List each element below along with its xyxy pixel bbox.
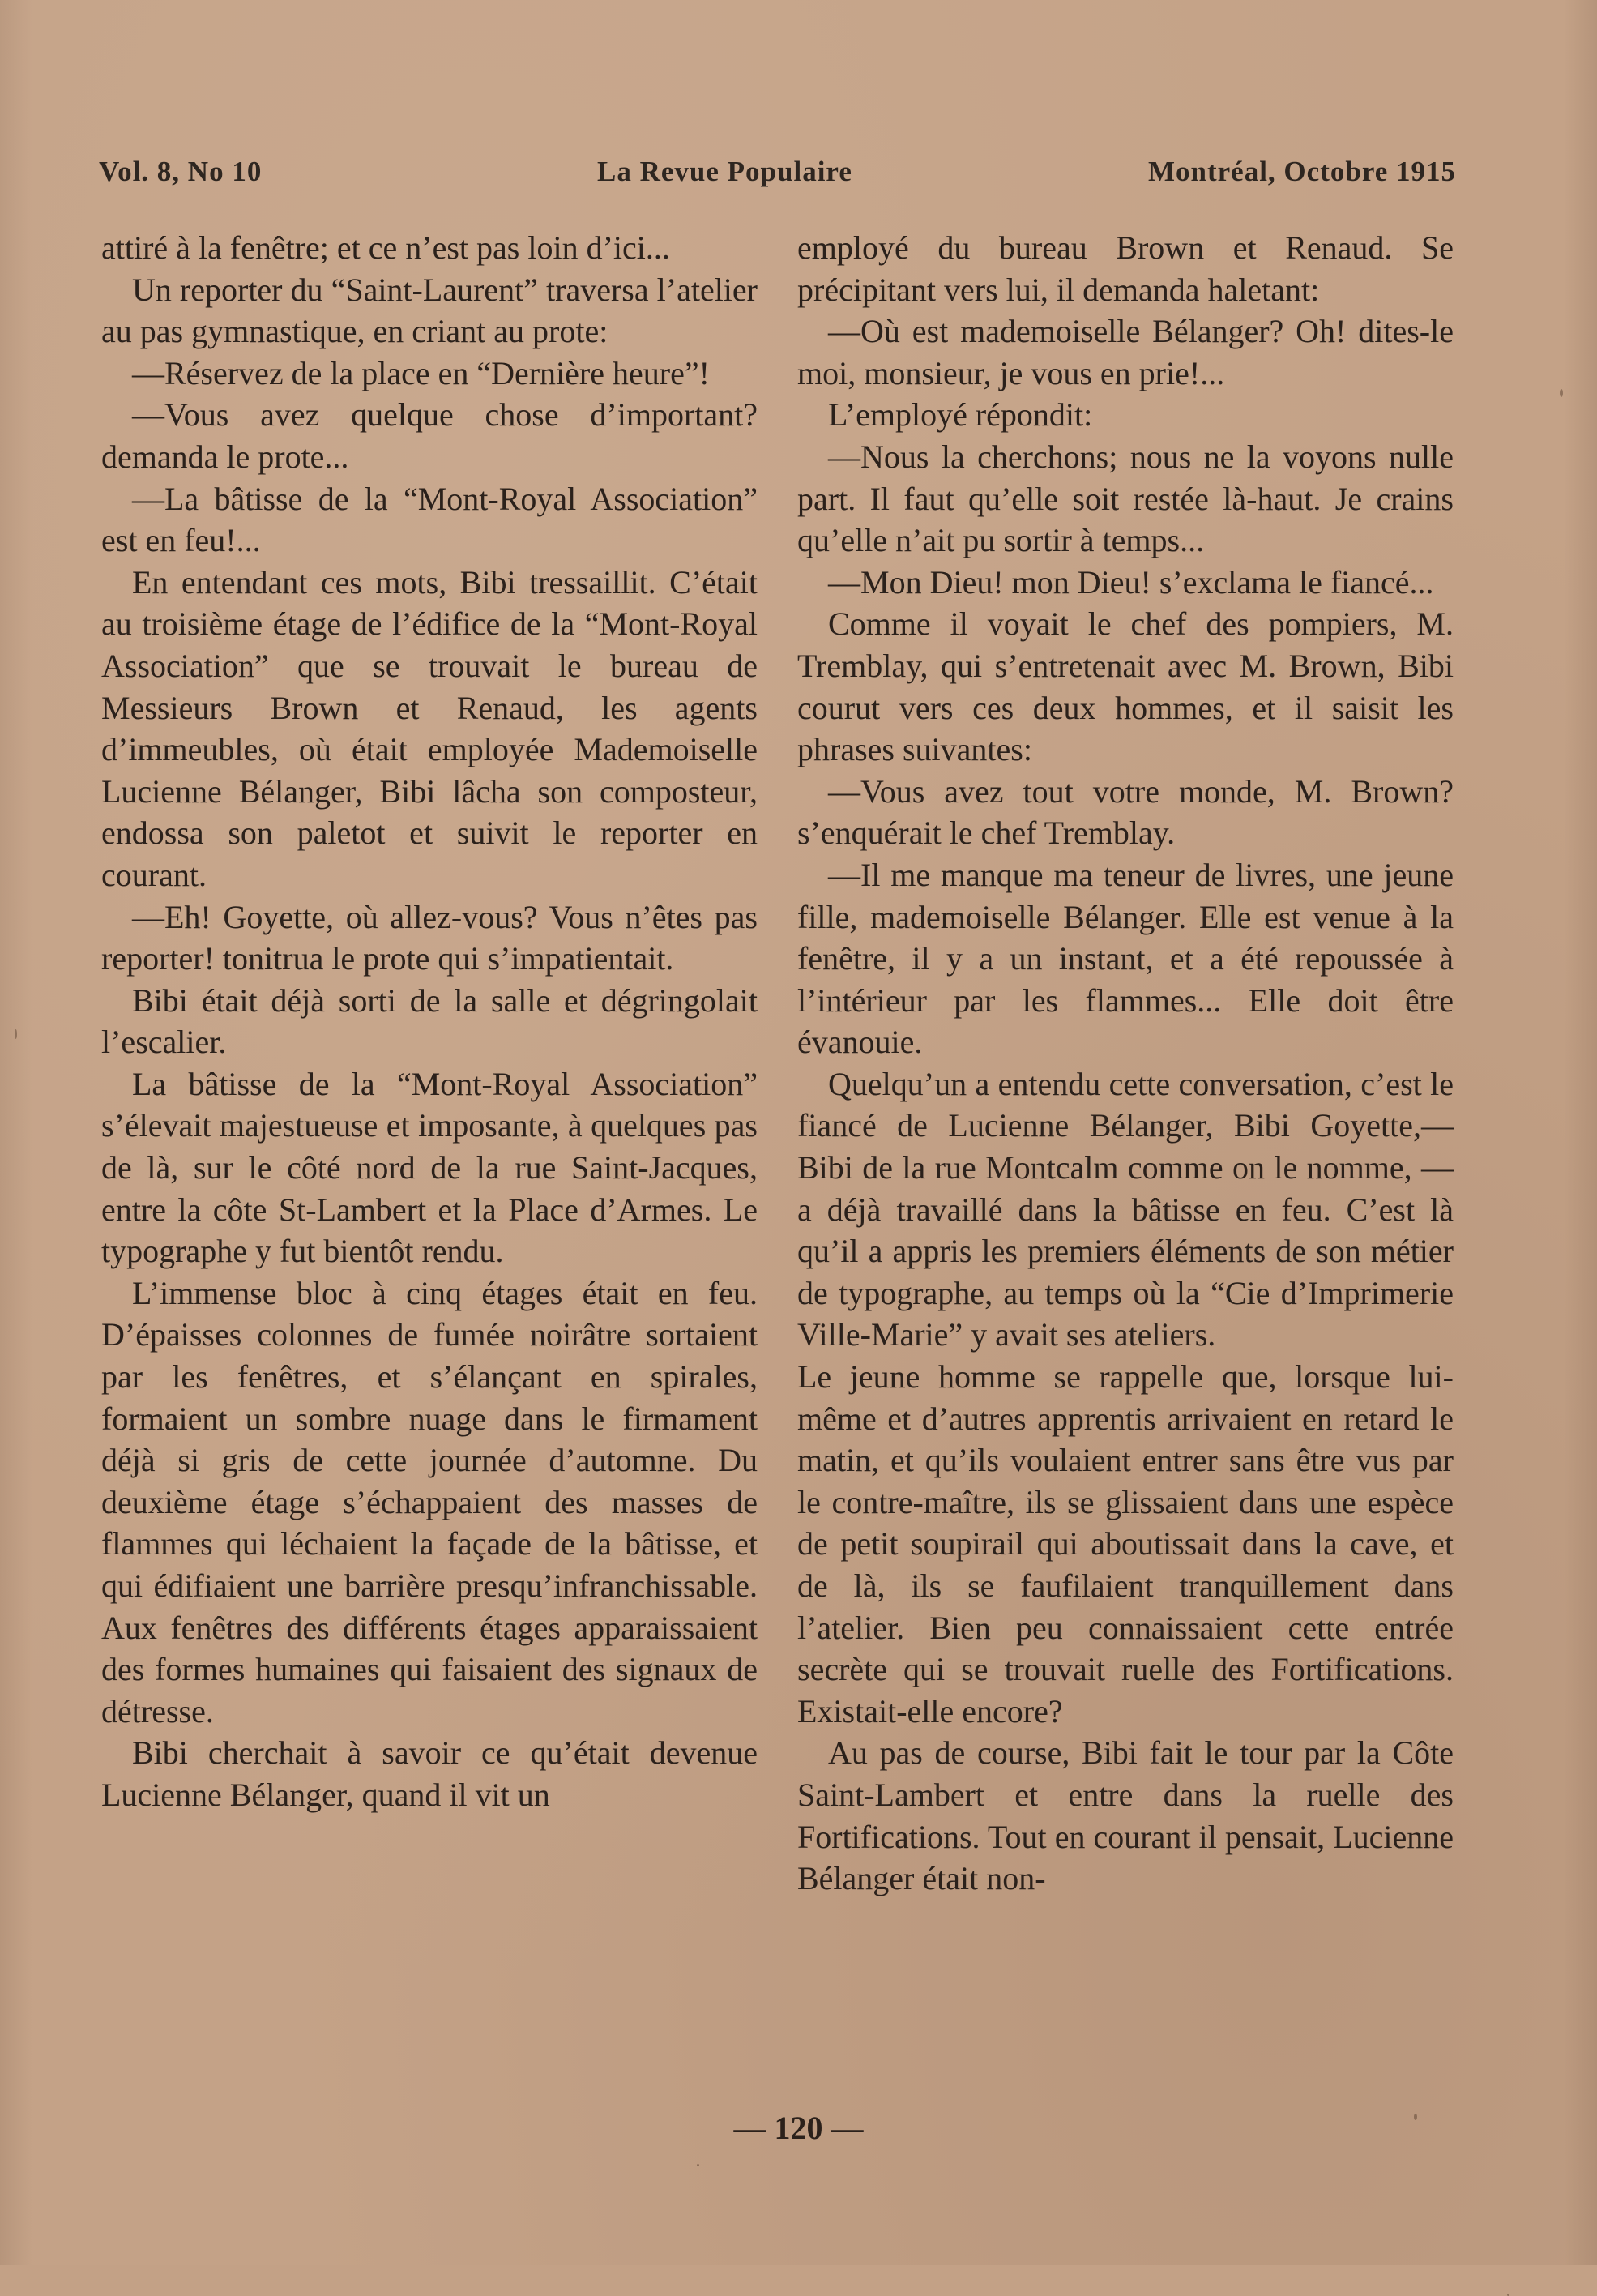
paragraph: Comme il voyait le chef des pompiers, M. Tremblay, qui s’entretenait avec M. Brown, Bibi courut vers ces deux hommes, et il saisit les phrases suivantes: <box>797 605 1454 768</box>
paragraph: Bibi était déjà sorti de la salle et dégringolait l’escalier. <box>101 981 758 1061</box>
paragraph: —Réservez de la place en “Dernière heure”! <box>132 354 710 391</box>
paragraph: Un reporter du “Saint-Laurent” traversa l’atelier au pas gymnastique, en criant au prote: <box>101 271 758 350</box>
paragraph: Au pas de course, Bibi fait le tour par la Côte Saint-Lambert et entre dans la ruelle des Fortifications. Tout en courant il pensait, Lucienne Bélanger était non- <box>797 1734 1454 1897</box>
paragraph: —Mon Dieu! mon Dieu! s’exclama le fiancé... <box>828 563 1434 601</box>
paragraph: Bibi cherchait à savoir ce qu’était devenue Lucienne Bélanger, quand il vit un <box>101 1734 758 1813</box>
paragraph: —Vous avez tout votre monde, M. Brown? s’enquérait le chef Tremblay. <box>797 772 1454 852</box>
page-header <box>99 156 1456 196</box>
paragraph: —Eh! Goyette, où allez-vous? Vous n’êtes pas reporter! tonitrua le prote qui s’impatientait. <box>101 898 758 977</box>
paragraph: L’employé répondit: <box>828 396 1093 434</box>
paragraph: L’immense bloc à cinq étages était en feu. D’épaisses colonnes de fumée noirâtre sortaient par les fenêtres, et s’élançant en spirales, formaient un sombre nuage dans le firmament déjà si gris de cette journée d’automne. Du deuxième étage s’échappaient des masses de flammes qui léchaient la façade de la bâtisse, et qui édifiaient une barrière presqu’infranchissable. Aux fenêtres des différents étages apparaissaient des formes humaines qui faisaient des signaux de détresse. <box>101 1274 758 1729</box>
paragraph: —La bâtisse de la “Mont-Royal Association” est en feu!... <box>101 480 758 559</box>
paragraph: employé du bureau Brown et Renaud. Se précipitant vers lui, il demanda haletant: <box>797 229 1454 308</box>
paper-speck <box>697 2164 699 2166</box>
paragraph: Quelqu’un a entendu cette conversation, c’est le fiancé de Lucienne Bélanger, Bibi Goyette,— Bibi de la rue Montcalm comme on le nomme, — a déjà travaillé dans la bâtisse en feu. C’est là qu’il a appris les premiers éléments de son métier de typographe, au temps où la “Cie d’Imprimerie Ville-Marie” y avait ses ateliers. <box>797 1065 1454 1353</box>
paragraph: —Nous la cherchons; nous ne la voyons nulle part. Il faut qu’elle soit restée là-haut. Je crains qu’elle n’ait pu sortir à temps... <box>797 438 1454 559</box>
paragraph: La bâtisse de la “Mont-Royal Association” s’élevait majestueuse et imposante, à quelques pas de là, sur le côté nord de la rue Saint-Jacques, entre la côte St-Lambert et la Place d’Armes. Le typographe y fut bientôt rendu. <box>101 1065 758 1270</box>
paper-speck <box>1414 2114 1417 2120</box>
paragraph: —Où est mademoiselle Bélanger? Oh! dites-le moi, monsieur, je vous en prie!... <box>797 313 1454 391</box>
paragraph: Le jeune homme se rappelle que, lorsque lui-même et d’autres apprentis arrivaient en retard le matin, et qu’ils voulaient entrer sans être vus par le contre-maître, ils se glissaient dans une espèce de petit soupirail qui aboutissait dans la cave, et de là, ils se faufilaient tranquillement dans l’atelier. Bien peu connaissaient cette entrée secrète qui se trouvait ruelle des Fortifications. Existait-elle encore? <box>797 1358 1454 1729</box>
magazine-title: La Revue Populaire <box>597 156 852 187</box>
paragraph: —Il me manque ma teneur de livres, une jeune fille, mademoiselle Bélanger. Elle est venue à la fenêtre, il y a un instant, et a été repoussée à l’intérieur par les flammes... Elle doit être évanouie. <box>797 856 1454 1061</box>
location-date: Montréal, Octobre 1915 <box>1147 156 1456 187</box>
paragraph: En entendant ces mots, Bibi tressaillit. C’était au troisième étage de l’édifice de la “Mont-Royal Association” que se trouvait le bureau de Messieurs Brown et Renaud, les agents d’immeubles, où était employée Mademoiselle Lucienne Bélanger, Bibi lâcha son composteur, endossa son paletot et suivit le reporter en courant. <box>101 563 758 893</box>
paper-speck <box>1560 389 1563 397</box>
right-column <box>797 227 1454 1900</box>
paragraph: attiré à la fenêtre; et ce n’est pas loin d’ici... <box>101 229 670 266</box>
volume-number: Vol. 8, No 10 <box>99 156 263 187</box>
page-number: — 120 — <box>733 2110 864 2146</box>
left-column <box>101 227 758 1816</box>
paper-speck <box>15 1029 17 1039</box>
paragraph: —Vous avez quelque chose d’important? demanda le prote... <box>101 396 758 475</box>
